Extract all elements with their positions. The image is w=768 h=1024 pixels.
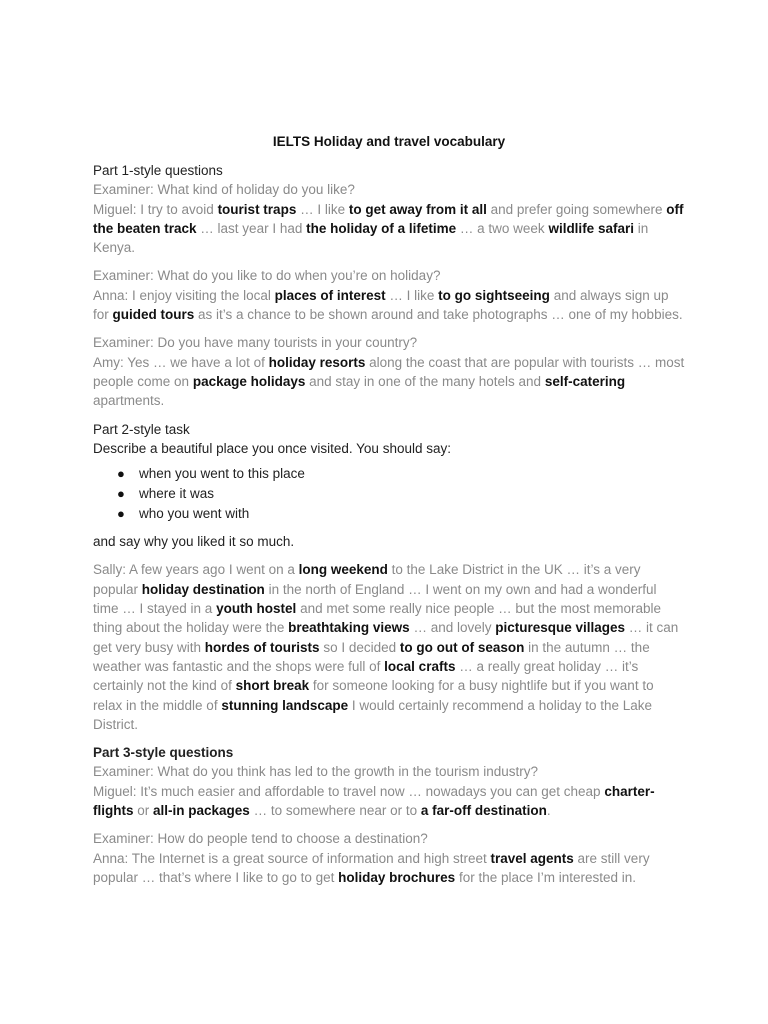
bullet-item: ● where it was — [93, 484, 685, 504]
part3-section — [93, 743, 685, 887]
examiner-question: Examiner: Do you have many tourists in your country? — [93, 335, 418, 351]
vocab-term: local crafts — [384, 658, 456, 674]
document-body — [93, 132, 685, 896]
vocab-term: to get away from it all — [348, 201, 487, 217]
vocab-term: long weekend — [298, 562, 388, 578]
vocab-term: all-in packages — [153, 803, 250, 819]
bullet-icon: ● — [117, 466, 125, 482]
vocab-term: travel agents — [490, 850, 574, 866]
bullet-icon: ● — [117, 486, 125, 502]
vocab-term: off the beaten track — [93, 201, 684, 236]
vocab-term: a far-off destination — [420, 803, 547, 819]
vocab-term: holiday destination — [141, 581, 265, 597]
vocab-term: holiday brochures — [338, 869, 456, 885]
vocab-term: tourist traps — [217, 201, 297, 217]
vocab-term: to go sightseeing — [438, 287, 550, 303]
candidate-answer: Miguel: It’s much easier and affordable to travel now … nowadays you can get cheap charter-flights or all-in packages … to somewhere near or to a far-off destination. — [93, 783, 655, 819]
examiner-question: Examiner: What kind of holiday do you like? — [93, 182, 355, 198]
part2-instruction: Describe a beautiful place you once visited. You should say: — [93, 440, 451, 456]
document-title: IELTS Holiday and travel vocabulary — [272, 134, 506, 149]
candidate-answer: Miguel: I try to avoid tourist traps … I like to get away from it all and prefer going somewhere off the beaten track … last year I had the holiday of a lifetime … a two week wildlife safari in Kenya. — [93, 201, 684, 256]
part1-heading: Part 1-style questions — [93, 163, 223, 178]
vocab-term: breathtaking views — [288, 620, 410, 636]
vocab-term: guided tours — [112, 307, 195, 323]
examiner-question: Examiner: What do you think has led to the growth in the tourism industry? — [93, 764, 538, 780]
bullet-item: ● when you went to this place — [93, 464, 685, 484]
examiner-question: Examiner: What do you like to do when you’re on holiday? — [93, 268, 441, 284]
candidate-answer: Sally: A few years ago I went on a long weekend to the Lake District in the UK … it’s a very popular holiday destination in the north of England … I went on my own and had a wonderful time … I stayed in a youth hostel and met some really nice people … but the most memorable thing about the holiday were the breathtaking views … and lovely picturesque villages … it can get very busy with hordes of tourists so I decided to go out of season in the autumn … the weather was fantastic and the shops were full of local crafts … a really great holiday … it’s certainly not the kind of short break for someone looking for a busy nightlife but if you want to relax in the middle of stunning landscape I would certainly recommend a holiday to the Lake District. — [93, 562, 679, 732]
vocab-term: to go out of season — [399, 639, 525, 655]
sample-answer — [93, 560, 685, 734]
vocab-term: the holiday of a lifetime — [306, 220, 457, 236]
part2-closing: and say why you liked it so much. — [93, 534, 295, 550]
qa-block — [93, 266, 685, 324]
bullet-icon: ● — [117, 506, 125, 522]
vocab-term: stunning landscape — [221, 697, 349, 713]
qa-block — [93, 762, 685, 820]
part1-section — [93, 161, 685, 411]
candidate-answer: Amy: Yes … we have a lot of holiday resorts along the coast that are popular with tourists … most people come on package holidays and stay in one of the many hotels and self-catering apartments. — [93, 354, 685, 409]
vocab-term: wildlife safari — [548, 220, 634, 236]
part2-heading: Part 2-style task — [93, 421, 190, 437]
bullet-list — [93, 464, 685, 524]
qa-block — [93, 333, 685, 410]
candidate-answer: Anna: The Internet is a great source of information and high street travel agents are still very popular … that’s where I like to go to get holiday brochures for the place I’m interested in. — [93, 850, 650, 885]
qa-block — [93, 829, 685, 887]
qa-block — [93, 180, 685, 257]
vocab-term: places of interest — [274, 287, 386, 303]
candidate-answer: Anna: I enjoy visiting the local places of interest … I like to go sightseeing and always sign up for guided tours as it’s a chance to be shown around and take photographs … one of my hobbies. — [93, 287, 683, 323]
part3-heading: Part 3-style questions — [93, 745, 234, 761]
part2-section — [93, 420, 685, 735]
examiner-question: Examiner: How do people tend to choose a destination? — [93, 831, 428, 847]
vocab-term: hordes of tourists — [204, 639, 320, 655]
bullet-item: ● who you went with — [93, 504, 685, 524]
vocab-term: self-catering — [544, 373, 626, 389]
vocab-term: short break — [235, 678, 310, 694]
vocab-term: youth hostel — [216, 601, 297, 617]
vocab-term: holiday resorts — [268, 354, 366, 370]
vocab-term: picturesque villages — [495, 620, 626, 636]
vocab-term: charter-flights — [93, 783, 655, 819]
vocab-term: package holidays — [192, 373, 306, 389]
